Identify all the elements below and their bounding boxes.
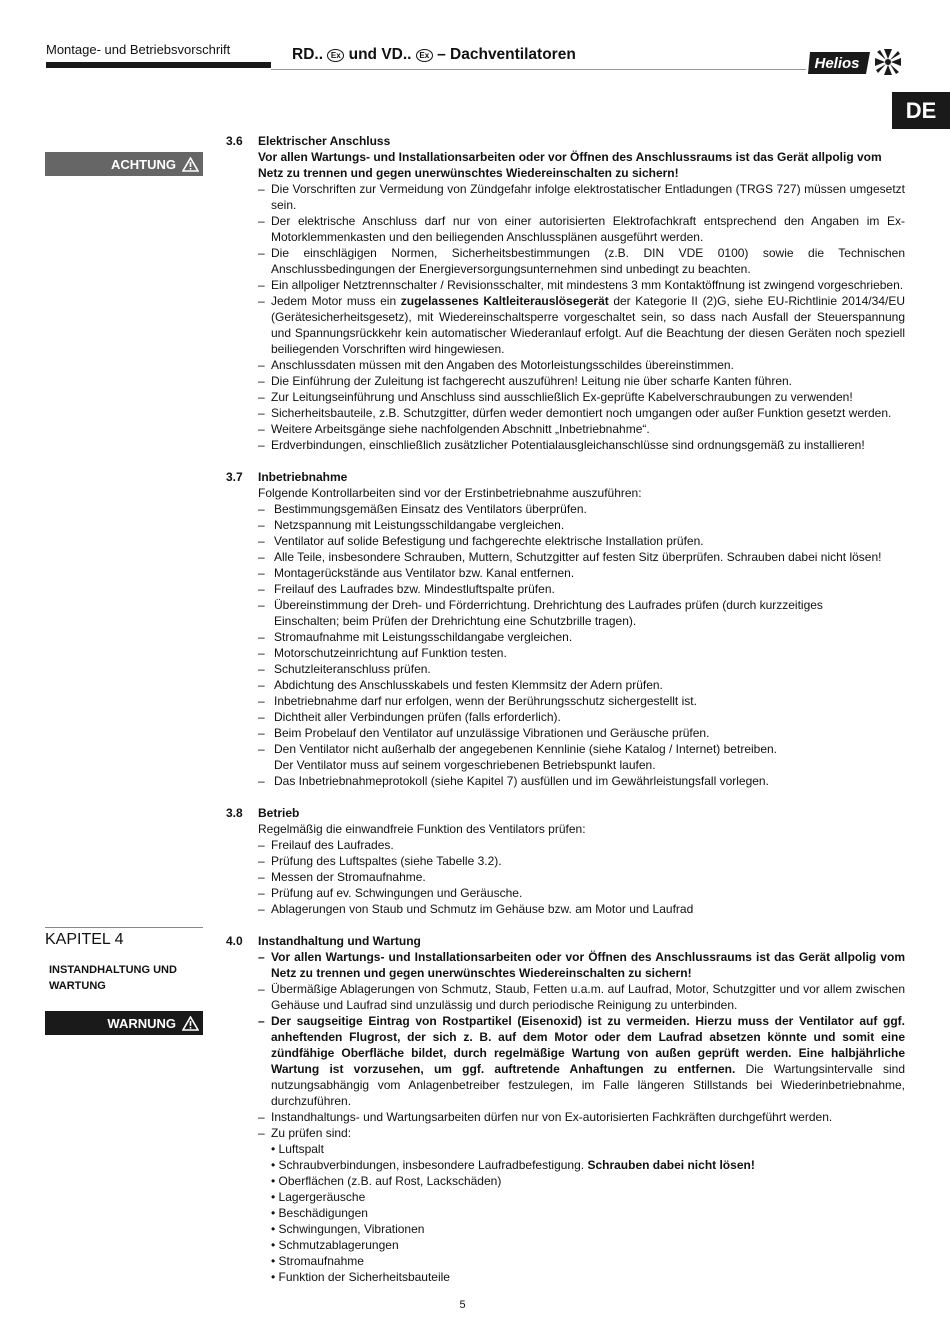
list-item: – Jedem Motor muss ein zugelassenes Kaltleiterauslösegerät der Kategorie II (2)G, siehe EU-Richtlinie 2014/34/EU (Gerätesicherheitsgesetz), mit Wiedereinschaltsperre vorgeschaltet sein, so dass nach Ausfall der Steuerspannung und Spannungsrückkehr kein automatischer Wiederanlauf erfolgt. Auf die Beachtung der diesen Geräten noch speziell beiliegenden Vorschriften wird hingewiesen. [258, 293, 905, 357]
section-number: 4.0 [226, 934, 243, 948]
safety-warning: – Vor allen Wartungs- und Installationsarbeiten oder vor Öffnen des Anschlussraums ist das Gerät allpolig vom Netz zu trennen und gegen unerwünschtes Wiedereinschalten zu sichern! [258, 949, 905, 981]
chapter-title: KAPITEL 4 [45, 927, 203, 949]
list-item: – Ventilator auf solide Befestigung und fachgerechte elektrische Installation prüfen. [258, 533, 905, 549]
section-title: Instandhaltung und Wartung [258, 934, 421, 948]
list-item: – Sicherheitsbauteile, z.B. Schutzgitter, dürfen weder demontiert noch umgangen oder außer Funktion gesetzt werden. [258, 405, 905, 421]
list-item: – Inbetriebnahme darf nur erfolgen, wenn der Berührungsschutz sichergestellt ist. [258, 693, 905, 709]
section-title: Inbetriebnahme [258, 470, 348, 484]
checklist-item: • Schmutzablagerungen [271, 1238, 399, 1252]
list-item: – Abdichtung des Anschlusskabels und festen Klemmsitz der Adern prüfen. [258, 677, 905, 693]
list-item: – Prüfung auf ev. Schwingungen und Geräusche. [258, 885, 905, 901]
list-item: – Freilauf des Laufrades. [258, 837, 905, 853]
checklist-item: • Beschädigungen [271, 1206, 368, 1220]
list-item: – Montagerückstände aus Ventilator bzw. Kanal entfernen. [258, 565, 905, 581]
checklist-item: • Schwingungen, Vibrationen [271, 1222, 425, 1236]
list-item: – Bestimmungsgemäßen Einsatz des Ventilators überprüfen. [258, 501, 905, 517]
list-item: – Der elektrische Anschluss darf nur von einer autorisierten Elektrofachkraft entsprechend den Angaben im Ex-Motorklemmenkasten und den beiliegenden Anschlussplänen ausgeführt werden. [258, 213, 905, 245]
list-item: – Motorschutzeinrichtung auf Funktion testen. [258, 645, 905, 661]
language-badge: DE [892, 92, 950, 129]
list-item: – Ablagerungen von Staub und Schmutz im Gehäuse bzw. am Motor und Laufrad [258, 901, 905, 917]
document-type: Montage- und Betriebsvorschrift [46, 42, 231, 57]
page-number: 5 [459, 1299, 466, 1311]
checklist-item: • Luftspalt [271, 1142, 324, 1156]
list-item: – Erdverbindungen, einschließlich zusätzlicher Potentialausgleichanschlüsse sind ordnungsgemäß zu installieren! [258, 437, 905, 453]
main-content [226, 133, 905, 1285]
svg-text:Helios: Helios [814, 55, 860, 72]
section-number: 3.7 [226, 470, 243, 484]
checklist-item: • Schraubverbindungen, insbesondere Laufradbefestigung. Schrauben dabei nicht lösen! [271, 1158, 755, 1172]
achtung-label: ACHTUNG [111, 156, 176, 172]
section-title: Betrieb [258, 806, 300, 820]
list-item: – Alle Teile, insbesondere Schrauben, Muttern, Schutzgitter auf festen Sitz überprüfen. Schrauben dabei nicht lösen! [258, 549, 905, 565]
list-item: – Die einschlägigen Normen, Sicherheitsbestimmungen (z.B. DIN VDE 0100) sowie die Technischen Anschlussbedingungen der Energieversorgungsunternehmen sind unbedingt zu beachten. [258, 245, 905, 277]
checklist-item: • Stromaufnahme [271, 1254, 364, 1268]
list-item: – Instandhaltungs- und Wartungsarbeiten dürfen nur von Ex-autorisierten Fachkräften durchgeführt werden. [258, 1109, 905, 1125]
checklist-item: • Oberflächen (z.B. auf Rost, Lackschäden) [271, 1174, 502, 1188]
section-title: Elektrischer Anschluss [258, 134, 391, 148]
list-item: – Stromaufnahme mit Leistungsschildangabe vergleichen. [258, 629, 905, 645]
list-item: – Zu prüfen sind: [258, 1125, 905, 1141]
warning-triangle-icon [182, 157, 199, 172]
list-item: – Anschlussdaten müssen mit den Angaben des Motorleistungsschildes übereinstimmen. [258, 357, 905, 373]
achtung-badge [45, 152, 203, 176]
checklist-item: • Funktion der Sicherheitsbauteile [271, 1270, 450, 1284]
list-item: – Übereinstimmung der Dreh- und Förderrichtung. Drehrichtung des Laufrades prüfen (durch kurzzeitiges Einschalten; beim Prüfen der Drehrichtung eine Schutzbrille tragen). [258, 597, 905, 629]
list-item: – Die Vorschriften zur Vermeidung von Zündgefahr infolge elektrostatischer Entladungen (TRGS 727) müssen umgesetzt sein. [258, 181, 905, 213]
list-item: – Messen der Stromaufnahme. [258, 869, 905, 885]
list-item: – Zur Leitungseinführung und Anschluss sind ausschließlich Ex-geprüfte Kabelverschraubungen zu verwenden! [258, 389, 905, 405]
ex-symbol-icon: Ex [327, 49, 344, 62]
checklist-item: • Lagergeräusche [271, 1190, 366, 1204]
document-title: RD.. Ex und VD.. Ex – Dachventilatoren [292, 46, 576, 63]
list-item: – Prüfung des Luftspaltes (siehe Tabelle 3.2). [258, 853, 905, 869]
header-rule [271, 69, 806, 70]
section-4-0 [226, 933, 905, 1285]
chapter-subtitle: INSTANDHALTUNG UND WARTUNG [49, 964, 177, 992]
header-bar [46, 62, 271, 68]
list-item: – Netzspannung mit Leistungsschildangabe vergleichen. [258, 517, 905, 533]
list-item: – Die Einführung der Zuleitung ist fachgerecht auszuführen! Leitung nie über scharfe Kanten führen. [258, 373, 905, 389]
helios-logo [806, 46, 902, 78]
list-item: – Der saugseitige Eintrag von Rostpartikel (Eisenoxid) ist zu vermeiden. Hierzu muss der Ventilator auf ggf. anheftenden Flugrost, der sich z. B. auf dem Motor oder dem Laufrad absetzen könnte und somit eine zündfähige Oberfläche bildet, durch regelmäßige Wartung von außen geprüft werden. Eine halbjährliche Wartung ist vorzusehen, um ggf. auftretende Anhaftungen zu entfernen. Die Wartungsintervalle sind nutzungsabhängig vom Anlagenbetreiber festzulegen, im Falle längeren Stillstands bei Wiederinbetriebnahme, durchzuführen. [258, 1013, 905, 1109]
list-item: – Freilauf des Laufrades bzw. Mindestluftspalte prüfen. [258, 581, 905, 597]
section-intro: Regelmäßig die einwandfreie Funktion des Ventilators prüfen: [258, 822, 586, 836]
list-item: – Das Inbetriebnahmeprotokoll (siehe Kapitel 7) ausfüllen und im Gewährleistungsfall vorlegen. [258, 773, 905, 789]
section-intro: Folgende Kontrollarbeiten sind vor der Erstinbetriebnahme auszuführen: [258, 486, 642, 500]
list-item: – Weitere Arbeitsgänge siehe nachfolgenden Abschnitt „Inbetriebnahme“. [258, 421, 905, 437]
list-item: – Schutzleiteranschluss prüfen. [258, 661, 905, 677]
warning-triangle-icon [182, 1016, 199, 1031]
section-3-8 [226, 805, 905, 917]
section-3-6 [226, 133, 905, 453]
safety-warning: Vor allen Wartungs- und Installationsarbeiten oder vor Öffnen des Anschlussraums ist das Gerät allpolig vom Netz zu trennen und gegen unerwünschtes Wiedereinschalten zu sichern! [258, 150, 882, 180]
list-item: – Übermäßige Ablagerungen von Schmutz, Staub, Fetten u.a.m. auf Laufrad, Motor, Schutzgitter und vor allem zwischen Gehäuse und Laufrad sind unzulässig und durch periodische Reinigung zu unterbinden. [258, 981, 905, 1013]
list-item: – Dichtheit aller Verbindungen prüfen (falls erforderlich). [258, 709, 905, 725]
section-3-7 [226, 469, 905, 789]
list-item: – Ein allpoliger Netztrennschalter / Revisionsschalter, mit mindestens 3 mm Kontaktöffnung ist zwingend vorgeschrieben. [258, 277, 905, 293]
section-number: 3.8 [226, 806, 243, 820]
list-item: – Den Ventilator nicht außerhalb der angegebenen Kennlinie (siehe Katalog / Internet) betreiben. Der Ventilator muss auf seinem vorgeschriebenen Betriebspunkt laufen. [258, 741, 905, 773]
warnung-label: WARNUNG [107, 1015, 176, 1031]
ex-symbol-icon: Ex [416, 49, 433, 62]
list-item: – Beim Probelauf den Ventilator auf unzulässige Vibrationen und Geräusche prüfen. [258, 725, 905, 741]
warnung-badge [45, 1011, 203, 1035]
section-number: 3.6 [226, 134, 243, 148]
